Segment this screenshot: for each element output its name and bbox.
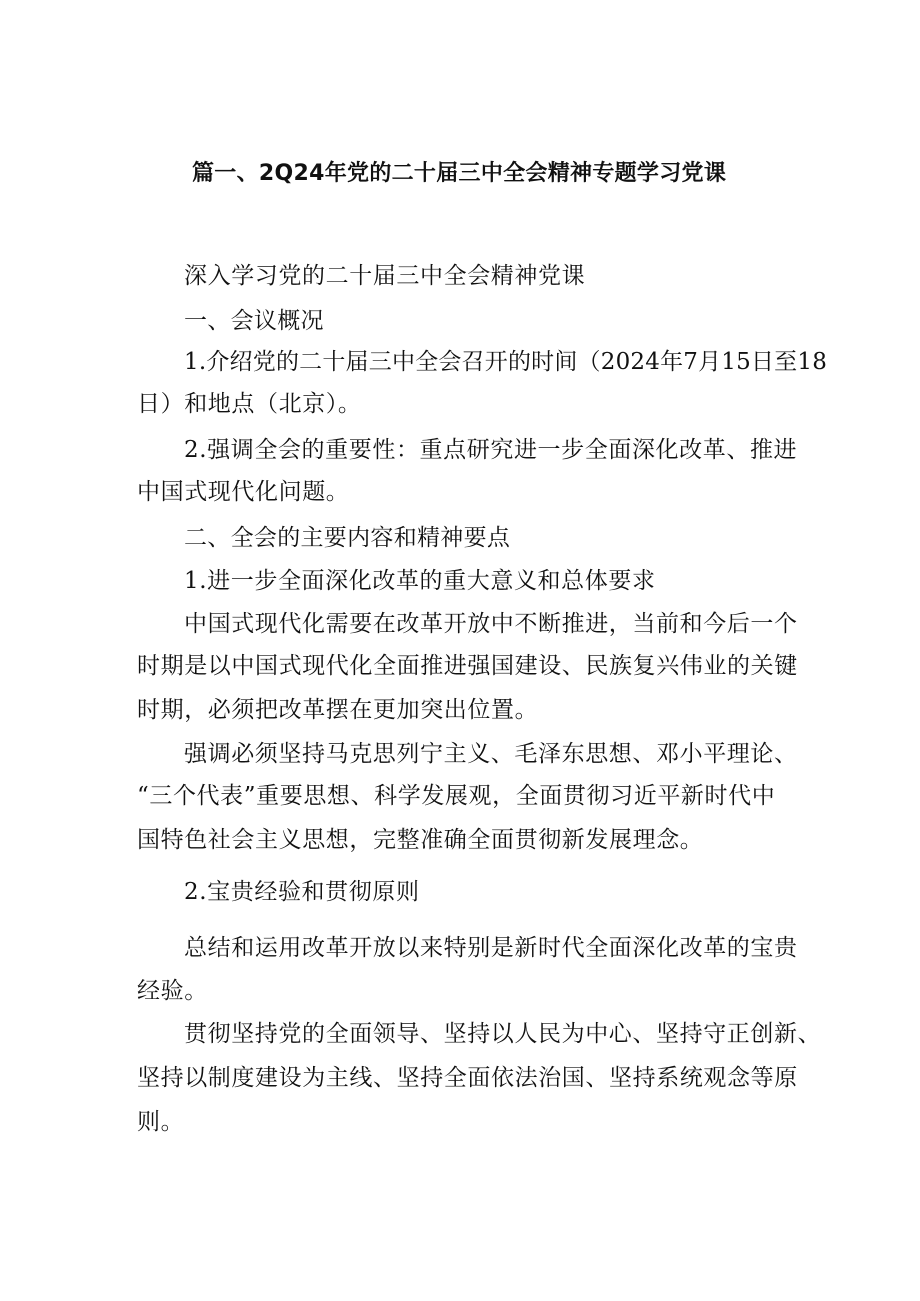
- paragraph-line: 国特色社会主义思想，完整准确全面贯彻新发展理念。: [137, 827, 704, 853]
- paragraph-line: 贯彻坚持党的全面领导、坚持以人民为中心、坚持守正创新、: [184, 1021, 822, 1047]
- document-title: 篇一、2Q24年党的二十届三中全会精神专题学习党课: [192, 161, 727, 186]
- lecture-subtitle: 深入学习党的二十届三中全会精神党课: [184, 263, 586, 289]
- paragraph-line: 中国式现代化问题。: [137, 479, 350, 505]
- paragraph-line: 中国式现代化需要在改革开放中不断推进，当前和今后一个: [184, 611, 798, 637]
- paragraph-line: 2.强调全会的重要性：重点研究进一步全面深化改革、推进: [184, 437, 798, 463]
- subsection-heading: 1.进一步全面深化改革的重大意义和总体要求: [184, 568, 656, 594]
- paragraph-line: 则。: [137, 1109, 185, 1135]
- section-heading-main-content: 二、全会的主要内容和精神要点: [184, 525, 511, 551]
- paragraph-line: 强调必须坚持马克思列宁主义、毛泽东思想、邓小平理论、: [184, 741, 798, 767]
- paragraph-line: 时期，必须把改革摆在更加突出位置。: [137, 697, 539, 723]
- paragraph-line: 经验。: [137, 978, 208, 1004]
- paragraph-line: “三个代表”重要思想、科学发展观，全面贯彻习近平新时代中: [137, 783, 776, 809]
- paragraph-line: 总结和运用改革开放以来特别是新时代全面深化改革的宝贵: [184, 935, 798, 961]
- section-heading-meeting-overview: 一、会议概况: [184, 308, 324, 334]
- paragraph-line: 日）和地点（北京）。: [137, 391, 362, 417]
- paragraph-line: 时期是以中国式现代化全面推进强国建设、民族复兴伟业的关键: [137, 653, 798, 679]
- subsection-heading: 2.宝贵经验和贯彻原则: [184, 879, 420, 905]
- paragraph-line: 坚持以制度建设为主线、坚持全面依法治国、坚持系统观念等原: [137, 1065, 798, 1091]
- paragraph-line: 1.介绍党的二十届三中全会召开的时间（2024年7月15日至18: [184, 349, 828, 375]
